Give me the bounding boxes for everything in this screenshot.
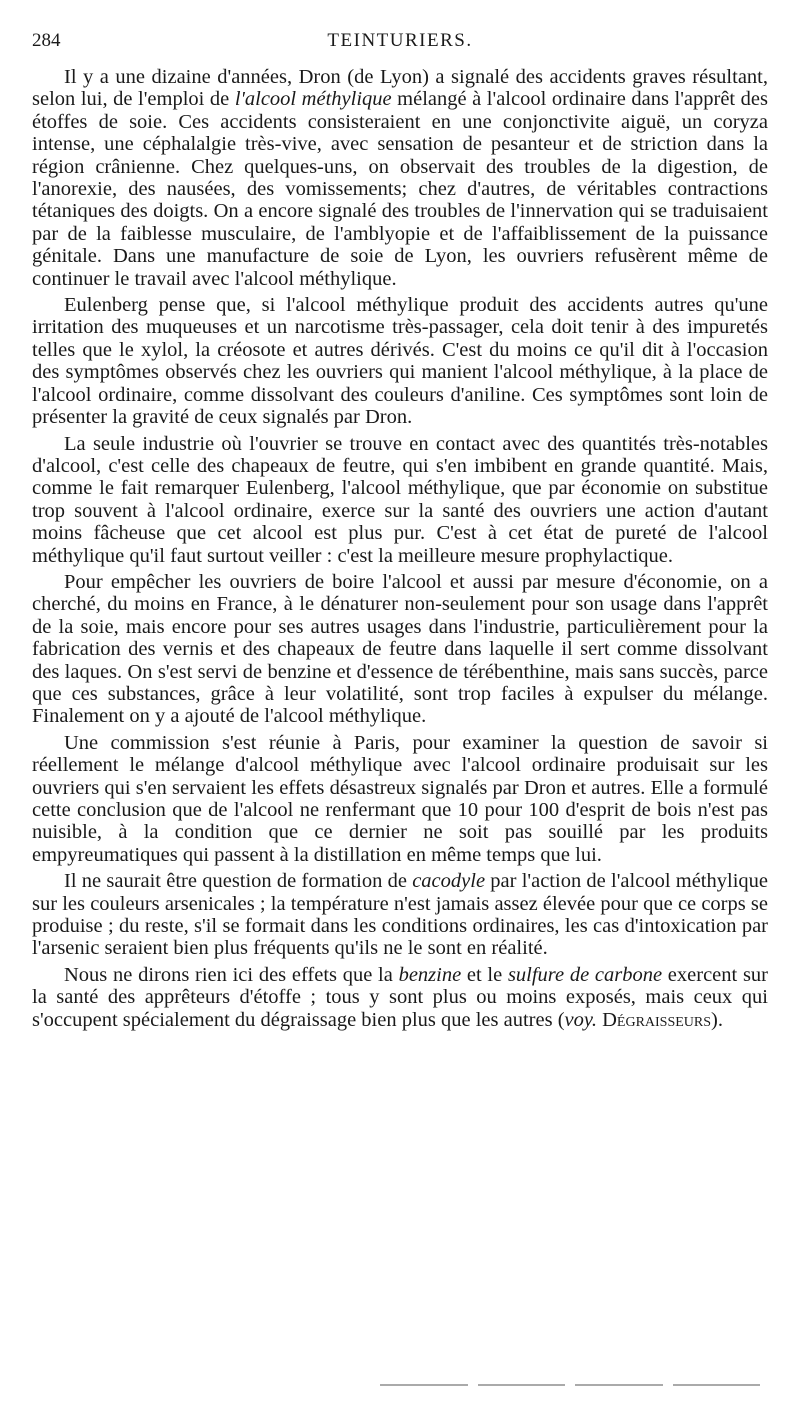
body-text: [32, 66, 768, 1035]
paragraph: [32, 294, 768, 428]
text-run: Pour empêcher les ouvriers de boire l'alcool et aussi par mesure d'économie, on a cherché, du moins en France, à le dénaturer non-seulement pour son usage dans l'apprêt de la soie, mais encore pour ses autres usages dans l'industrie, particulièrement pour la fabrication des vernis et des chapeaux de feutre dans laquelle il sert comme dissolvant des laques. On s'est servi de benzine et d'essence de térébenthine, mais sans succès, parce que ces substances, grâce à leur volatilité, sont trop faciles à expulser du mélange. Finalement on y a ajouté de l'alcool méthylique.: [32, 570, 768, 728]
paragraph: [32, 870, 768, 960]
text-run: Eulenberg pense que, si l'alcool méthylique produit des accidents autres qu'une irritation des muqueuses et un narcotisme très-passager, cela doit tenir à des impuretés telles que le xylol, la créosote et autres dérivés. C'est du moins ce qu'il dit à l'occasion des symptômes observés chez les ouvriers qui manient l'alcool méthylique, à la place de l'alcool ordinaire, comme dissolvant des couleurs d'aniline. Ces symptômes sont loin de présenter la gravité de ceux signalés par Dron.: [32, 294, 768, 429]
chapter-title: TEINTURIERS.: [327, 30, 473, 51]
text-run: La seule industrie où l'ouvrier se trouve en contact avec des quantités très-notables d'alcool, c'est celle des chapeaux de feutre, qui s'en imbibent en grande quantité. Mais, comme le fait remarquer Eulenberg, l'alcool méthylique, que par économie on substitue trop souvent à l'alcool ordinaire, exerce sur la santé des ouvriers une action d'autant moins fâcheuse que cet alcool est plus pur. C'est à cet état de pureté de l'alcool méthylique qu'il faut surtout veiller : c'est la meilleure mesure prophylactique.: [32, 432, 768, 567]
text-run: et le: [461, 963, 508, 986]
text-run: Il y a une dizaine d'années, Dron (de Lyon) a signalé des accidents graves résultant, selon lui, de l'emploi de: [32, 66, 768, 111]
text-run: Il ne saurait être question de formation de: [64, 870, 413, 893]
running-head: [32, 30, 768, 56]
italic-term: cacodyle: [412, 870, 486, 893]
paragraph: [32, 571, 768, 728]
small-caps-reference: Dégraisseurs: [602, 1008, 712, 1031]
text-run: exercent sur la santé des apprêteurs d'étoffe ; tous y sont plus ou moins exposés, mais ceux qui s'occupent spécialement du dégraissage bien plus que les autres (: [32, 963, 768, 1031]
text-run: par l'action de l'alcool méthylique sur les couleurs arsenicales ; la température n'est jamais assez élevée pour que ce corps se produise ; du reste, s'il se formait dans les conditions ordinaires, les cas d'intoxication par l'arsenic seraient bien plus fréquents qu'ils ne le sont en réalité.: [32, 870, 768, 960]
text-run: ).: [711, 1008, 723, 1031]
italic-term: voy.: [564, 1008, 597, 1031]
bottom-print-artifact: [380, 1382, 760, 1388]
text-run: Nous ne dirons rien ici des effets que la: [64, 963, 399, 986]
italic-term: sulfure de carbone: [507, 963, 663, 986]
italic-term: benzine: [398, 963, 462, 986]
paragraph: [32, 964, 768, 1031]
paragraph: [32, 732, 768, 866]
paragraph: [32, 433, 768, 567]
paragraph: [32, 66, 768, 290]
text-run: Une commission s'est réunie à Paris, pour examiner la question de savoir si réellement le mélange d'alcool méthylique avec l'alcool ordinaire produisait sur les ouvriers qui s'en servaient les effets désastreux signalés par Dron et autres. Elle a formulé cette conclusion que de l'alcool ne renfermant que 10 pour 100 d'esprit de bois n'est pas nuisible, à la condition que ce dernier ne soit pas souillé par les produits empyreumatiques qui passent à la distillation en même temps que lui.: [32, 731, 768, 866]
page-number: 284: [32, 30, 61, 51]
text-run: mélangé à l'alcool ordinaire dans l'apprêt des étoffes de soie. Ces accidents consisteraient en une conjonctivite aiguë, un coryza intense, une céphalalgie très-vive, avec sensation de pesanteur et de striction dans la région crânienne. Chez quelques-uns, on observait des troubles de la digestion, de l'anorexie, des nausées, des vomissements; chez d'autres, de véritables contractions tétaniques des doigts. On a encore signalé des troubles de l'innervation qui se traduisaient par de la faiblesse musculaire, de l'amblyopie et de l'affaiblissement de la puissance génitale. Dans une manufacture de soie de Lyon, les ouvriers refusèrent même de continuer le travail avec l'alcool méthylique.: [32, 88, 768, 290]
italic-term: l'alcool méthylique: [234, 88, 392, 111]
